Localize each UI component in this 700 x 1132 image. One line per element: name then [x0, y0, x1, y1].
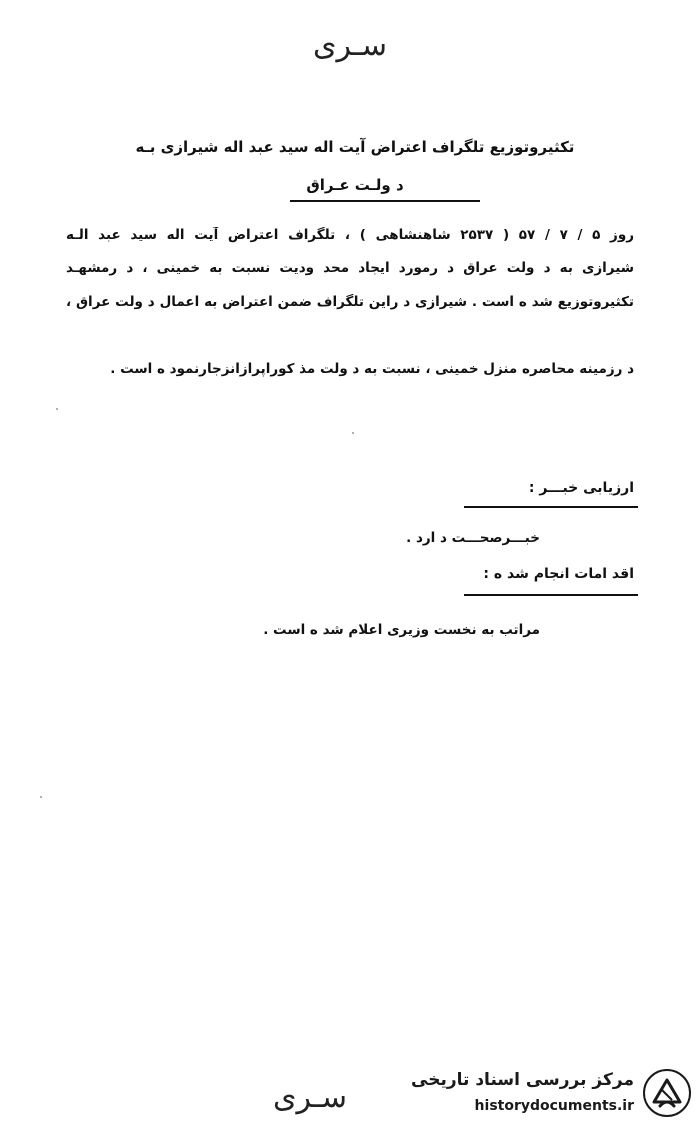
watermark-url: historydocuments.ir	[474, 1098, 634, 1114]
actions-text: مراتب به نخست وزیری اعلام شد ه است .	[263, 622, 540, 638]
scan-speck	[56, 408, 58, 410]
scan-speck	[352, 432, 354, 434]
evaluation-heading: ارزیابی خبـــر :	[528, 480, 634, 496]
classification-top: سـری	[313, 28, 387, 63]
evaluation-text: خبـــرصحـــت د ارد .	[406, 530, 540, 546]
watermark-title: مرکز بررسی اسناد تاریخی	[411, 1070, 634, 1090]
classification-bottom: سـری	[273, 1080, 347, 1115]
scan-speck	[40, 796, 42, 798]
body-line-4: د رزمینه محاصره منزل خمینی ، نسبت به د ولت مذ کوراپرازانزجارنمود ه است .	[110, 361, 634, 377]
document-title: تکثیروتوزیع تلگراف اعتراض آیت اله سید عبد اله شیرازی بـه	[135, 138, 575, 156]
body-line-1: روز ۵ / ۷ / ۵۷ ( ۲۵۳۷ شاهنشاهی ) ، تلگراف اعتراض آیت اله سید عبد الـه	[66, 227, 634, 243]
document-title-continuation: د ولـت عـراق	[306, 176, 404, 194]
title-underline	[290, 200, 480, 202]
body-line-3: تکثیروتوزیع شد ه است . شیرازی د راین تلگراف ضمن اعتراض به اعمال د ولت عراق ،	[66, 294, 634, 310]
actions-underline	[464, 594, 638, 596]
evaluation-underline	[464, 506, 638, 508]
actions-heading: اقد امات انجام شد ه :	[483, 566, 634, 582]
watermark	[402, 1064, 696, 1126]
body-line-2: شیرازی به د ولت عراق د رمورد ایجاد محد ودیت نسبت به خمینی ، د رمشهـد	[66, 260, 634, 276]
archive-seal-icon	[642, 1068, 692, 1118]
